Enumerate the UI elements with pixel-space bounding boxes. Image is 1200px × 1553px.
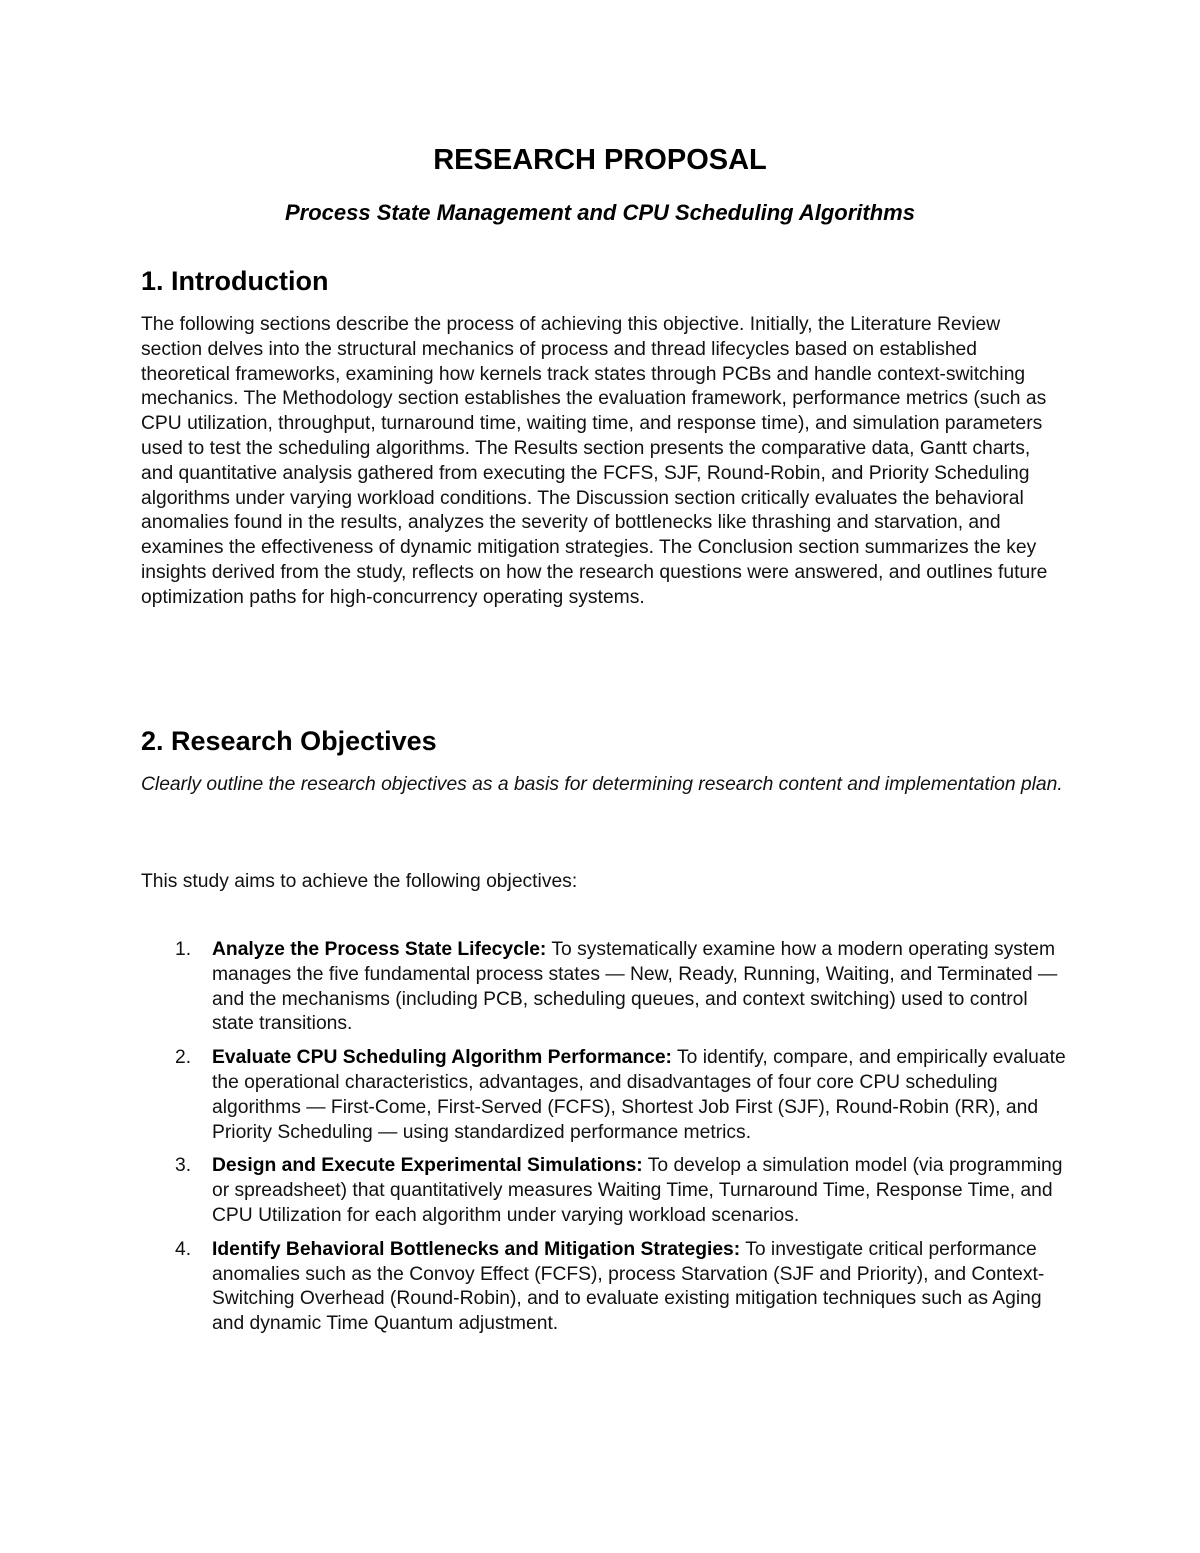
introduction-heading: 1. Introduction [141, 266, 329, 296]
objective-number: 3. [175, 1155, 192, 1177]
objective-item-2 [141, 1046, 1066, 1145]
objective-text: To develop a simulation model (via programming or spreadsheet) that quantitatively measures Waiting Time, Turnaround Time, Response Time, and CPU Utilization for each algorithm under varying workload scenarios. [212, 1155, 1063, 1226]
objective-label: Analyze the Process State Lifecycle: [212, 939, 547, 960]
objective-item-4 [141, 1238, 1066, 1337]
objective-number: 4. [175, 1238, 192, 1260]
objective-label: Evaluate CPU Scheduling Algorithm Performance: [212, 1047, 672, 1069]
introduction-paragraph: The following sections describe the process of achieving this objective. Initially, the Literature Review section delves into the structural mechanics of process and thread lifecycles based on established theoretical frameworks, examining how kernels track states through PCBs and handle context-switching mechanics. The Methodology section establishes the evaluation framework, performance metrics (such as CPU utilization, throughput, turnaround time, waiting time, and response time), and simulation parameters used to test the scheduling algorithms. The Results section presents the comparative data, Gantt charts, and quantitative analysis gathered from executing the FCFS, SJF, Round-Robin, and Priority Scheduling algorithms under varying workload conditions. The Discussion section critically evaluates the behavioral anomalies found in the results, analyzes the severity of bottlenecks like thrashing and starvation, and examines the effectiveness of dynamic mitigation strategies. The Conclusion section summarizes the key insights derived from the study, reflects on how the research questions were answered, and outlines future optimization paths for high-concurrency operating systems. [141, 314, 1048, 608]
objective-number: 1. [175, 939, 192, 960]
objective-text: To systematically examine how a modern operating system manages the five fundamental process states — New, Ready, Running, Waiting, and Terminated — and the mechanisms (including PCB, scheduling queues, and context switching) used to control state transitions. [212, 939, 1058, 1035]
objectives-heading: 2. Research Objectives [141, 726, 437, 756]
objective-text: To investigate critical performance anomalies such as the Convoy Effect (FCFS), process Starvation (SJF and Priority), and Context-Switching Overhead (Round-Robin), and to evaluate existing mitigation techniques such as Aging and dynamic Time Quantum adjustment. [212, 1238, 1045, 1335]
objective-text: To identify, compare, and empirically evaluate the operational characteristics, advantages, and disadvantages of four core CPU scheduling algorithms — First-Come, First-Served (FCFS), Shortest Job First (SJF), Round-Robin (RR), and Priority Scheduling — using standardized performance metrics. [212, 1047, 1066, 1143]
objectives-instruction: Clearly outline the research objectives as a basis for determining research content and implementation plan. [141, 774, 1063, 795]
document-subtitle: Process State Management and CPU Scheduling Algorithms [285, 200, 915, 225]
objective-label: Identify Behavioral Bottlenecks and Mitigation Strategies: [212, 1238, 741, 1260]
objective-item-3 [141, 1154, 1066, 1228]
objectives-lead: This study aims to achieve the following objectives: [141, 871, 578, 892]
objective-number: 2. [175, 1047, 192, 1069]
objectives-list [141, 938, 1066, 1346]
objective-label: Design and Execute Experimental Simulations: [212, 1155, 643, 1177]
document-title: RESEARCH PROPOSAL [433, 144, 767, 176]
objective-item-1 [141, 938, 1066, 1037]
